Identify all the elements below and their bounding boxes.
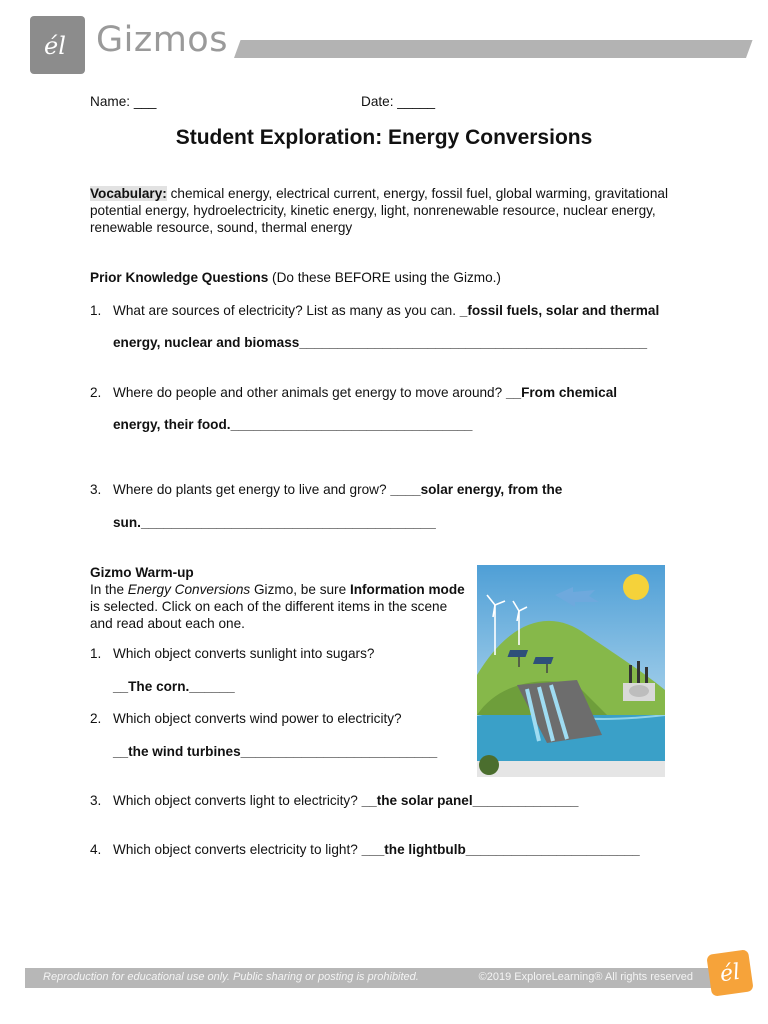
footer-logo-glyph: él [718,959,742,987]
bush-icon [479,755,499,775]
prior-knowledge-title: Prior Knowledge Questions [90,270,269,285]
warmup-answer: __the solar panel______________ [361,793,579,808]
warmup-intro [90,581,470,632]
footer-logo-icon [706,949,753,996]
energy-conversions-illustration [477,565,665,777]
warmup-question-number: 2. [90,711,102,726]
pk-question-2 [113,384,617,401]
pk-answer: _fossil fuels, solar and thermal [459,303,660,318]
warmup-question-number: 4. [90,842,102,857]
name-field: Name: ___ [90,94,157,109]
header-bar [234,40,753,58]
pk-question-number: 2. [90,385,102,400]
pk-question-text: Where do plants get energy to live and grow? [113,482,391,497]
pk-question-text: What are sources of electricity? List as many as you can. [113,303,460,318]
pk-question-1 [113,302,659,319]
prior-knowledge-heading [90,269,501,286]
warmup-question-4 [113,841,640,858]
warmup-question-text: Which object converts electricity to light? [113,842,362,857]
footer-notice: Reproduction for educational use only. Public sharing or posting is prohibited. [43,971,419,983]
prior-knowledge-note: (Do these BEFORE using the Gizmo.) [268,270,501,285]
gizmo-name: Energy Conversions [127,582,251,597]
pk-question-3 [113,481,562,498]
pk-answer-continued: energy, nuclear and biomass______________________________________________ [113,335,648,350]
warmup-question-number: 3. [90,793,102,808]
date-field: Date: _____ [361,94,436,109]
warmup-question-1: Which object converts sunlight into sugars? [113,646,375,661]
el-logo-icon [41,28,75,62]
warmup-section [90,564,470,632]
sun-icon [623,574,649,600]
vocabulary-terms: chemical energy, electrical current, energy, fossil fuel, global warming, gravitational potential energy, hydroelectricity, kinetic energy, light, nonrenewable resource, nuclear energy, renewable resource, sound, thermal energy [90,186,668,235]
gizmos-brand: Gizmos [96,20,228,60]
warmup-question-2: Which object converts wind power to electricity? [113,711,402,726]
vocabulary-paragraph [90,185,680,236]
warmup-question-text: Which object converts light to electricity? [113,793,362,808]
warmup-intro-text: In the [90,582,128,597]
svg-text:él: él [43,32,66,60]
footer-copyright: ©2019 ExploreLearning® All rights reserved [478,971,693,983]
warmup-heading: Gizmo Warm-up [90,565,194,580]
warmup-intro-text: Gizmo, be sure [250,582,350,597]
pk-question-number: 3. [90,482,102,497]
warmup-answer: ___the lightbulb_______________________ [361,842,640,857]
pk-question-text: Where do people and other animals get energy to move around? [113,385,506,400]
warmup-question-number: 1. [90,646,102,661]
pk-answer: __From chemical [505,385,618,400]
ground-strip [477,761,665,777]
explorelearning-logo [30,16,85,74]
vocabulary-label: Vocabulary: [90,186,167,201]
pk-answer-continued: sun._______________________________________ [113,515,436,530]
warmup-answer-2: __the wind turbines__________________________ [113,744,438,759]
page-title: Student Exploration: Energy Conversions [175,126,593,149]
footer-bar [25,968,715,988]
pk-question-number: 1. [90,303,102,318]
warmup-question-3 [113,792,578,809]
warmup-intro-text: is selected. Click on each of the different items in the scene and read about each one. [90,599,448,631]
pk-answer: ____solar energy, from the [390,482,563,497]
warmup-answer-1: __The corn.______ [113,679,235,694]
pk-answer-continued: energy, their food.________________________________ [113,417,473,432]
information-mode-label: Information mode [349,582,465,597]
